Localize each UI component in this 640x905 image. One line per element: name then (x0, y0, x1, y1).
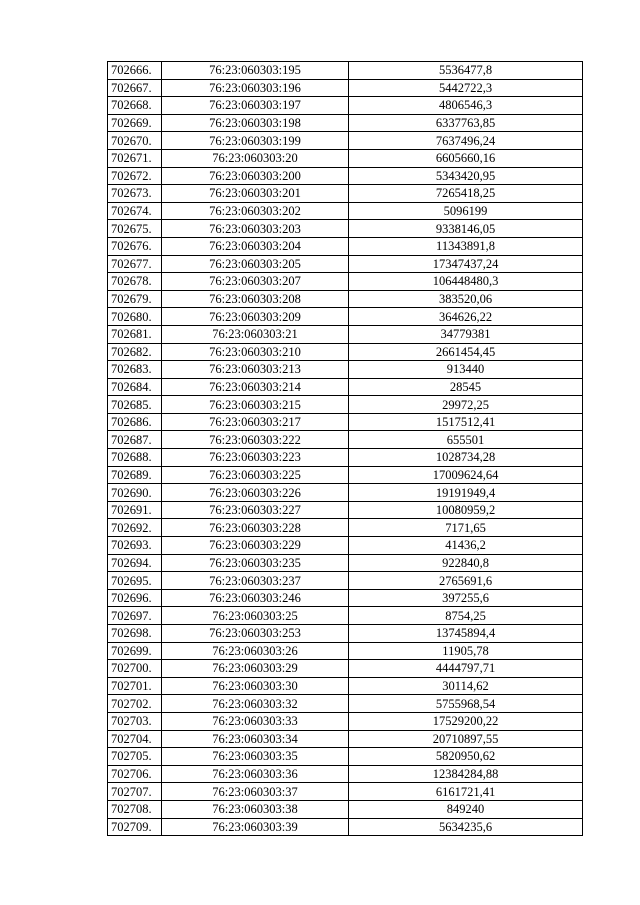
table-row (108, 466, 583, 484)
cadastral-number-cell: 76:23:060303:197 (162, 97, 349, 115)
row-number-cell: 702692. (108, 519, 162, 537)
table-row (108, 589, 583, 607)
cadastral-number-cell: 76:23:060303:30 (162, 677, 349, 695)
cadastral-value-cell: 5536477,8 (349, 62, 583, 80)
row-number-cell: 702673. (108, 185, 162, 203)
cadastral-value-cell: 8754,25 (349, 607, 583, 625)
row-number-cell: 702681. (108, 325, 162, 343)
cadastral-number-cell: 76:23:060303:36 (162, 765, 349, 783)
cadastral-value-cell: 849240 (349, 800, 583, 818)
cadastral-number-cell: 76:23:060303:29 (162, 660, 349, 678)
table-row (108, 607, 583, 625)
cadastral-value-cell: 106448480,3 (349, 273, 583, 291)
cadastral-value-cell: 913440 (349, 361, 583, 379)
row-number-cell: 702701. (108, 677, 162, 695)
cadastral-number-cell: 76:23:060303:39 (162, 818, 349, 836)
cadastral-number-cell: 76:23:060303:228 (162, 519, 349, 537)
row-number-cell: 702697. (108, 607, 162, 625)
table-row (108, 396, 583, 414)
cadastral-number-cell: 76:23:060303:210 (162, 343, 349, 361)
cadastral-number-cell: 76:23:060303:196 (162, 79, 349, 97)
cadastral-number-cell: 76:23:060303:21 (162, 325, 349, 343)
table-row (108, 572, 583, 590)
cadastral-number-cell: 76:23:060303:204 (162, 237, 349, 255)
row-number-cell: 702707. (108, 783, 162, 801)
row-number-cell: 702684. (108, 378, 162, 396)
row-number-cell: 702677. (108, 255, 162, 273)
cadastral-number-cell: 76:23:060303:214 (162, 378, 349, 396)
cadastral-number-cell: 76:23:060303:32 (162, 695, 349, 713)
table-row (108, 537, 583, 555)
table-row (108, 625, 583, 643)
row-number-cell: 702672. (108, 167, 162, 185)
table-row (108, 149, 583, 167)
cadastral-number-cell: 76:23:060303:200 (162, 167, 349, 185)
cadastral-value-cell: 7637496,24 (349, 132, 583, 150)
table-row (108, 431, 583, 449)
cadastral-number-cell: 76:23:060303:208 (162, 290, 349, 308)
cadastral-value-cell: 17009624,64 (349, 466, 583, 484)
cadastral-number-cell: 76:23:060303:235 (162, 554, 349, 572)
table-row (108, 712, 583, 730)
row-number-cell: 702708. (108, 800, 162, 818)
cadastral-value-cell: 655501 (349, 431, 583, 449)
cadastral-number-cell: 76:23:060303:226 (162, 484, 349, 502)
cadastral-value-cell: 2661454,45 (349, 343, 583, 361)
table-row (108, 114, 583, 132)
row-number-cell: 702689. (108, 466, 162, 484)
row-number-cell: 702698. (108, 625, 162, 643)
row-number-cell: 702695. (108, 572, 162, 590)
cadastral-number-cell: 76:23:060303:37 (162, 783, 349, 801)
cadastral-value-cell: 6605660,16 (349, 149, 583, 167)
row-number-cell: 702700. (108, 660, 162, 678)
row-number-cell: 702686. (108, 413, 162, 431)
table-row (108, 79, 583, 97)
cadastral-number-cell: 76:23:060303:217 (162, 413, 349, 431)
cadastral-value-cell: 12384284,88 (349, 765, 583, 783)
row-number-cell: 702682. (108, 343, 162, 361)
row-number-cell: 702675. (108, 220, 162, 238)
cadastral-number-cell: 76:23:060303:209 (162, 308, 349, 326)
cadastral-value-cell: 17347437,24 (349, 255, 583, 273)
cadastral-value-cell: 13745894,4 (349, 625, 583, 643)
cadastral-number-cell: 76:23:060303:253 (162, 625, 349, 643)
cadastral-value-cell: 5634235,6 (349, 818, 583, 836)
cadastral-value-cell: 17529200,22 (349, 712, 583, 730)
table-row (108, 695, 583, 713)
cadastral-value-cell: 1028734,28 (349, 449, 583, 467)
cadastral-number-cell: 76:23:060303:215 (162, 396, 349, 414)
table-row (108, 167, 583, 185)
row-number-cell: 702671. (108, 149, 162, 167)
cadastral-value-cell: 5096199 (349, 202, 583, 220)
row-number-cell: 702679. (108, 290, 162, 308)
row-number-cell: 702694. (108, 554, 162, 572)
row-number-cell: 702704. (108, 730, 162, 748)
cadastral-number-cell: 76:23:060303:203 (162, 220, 349, 238)
cadastral-number-cell: 76:23:060303:205 (162, 255, 349, 273)
cadastral-value-cell: 34779381 (349, 325, 583, 343)
row-number-cell: 702687. (108, 431, 162, 449)
table-row (108, 185, 583, 203)
cadastral-value-cell: 5343420,95 (349, 167, 583, 185)
cadastral-value-cell: 11343891,8 (349, 237, 583, 255)
cadastral-value-cell: 9338146,05 (349, 220, 583, 238)
table-row (108, 308, 583, 326)
table-row (108, 765, 583, 783)
cadastral-value-cell: 4444797,71 (349, 660, 583, 678)
cadastral-number-cell: 76:23:060303:195 (162, 62, 349, 80)
cadastral-value-cell: 2765691,6 (349, 572, 583, 590)
cadastral-value-cell: 20710897,55 (349, 730, 583, 748)
cadastral-number-cell: 76:23:060303:20 (162, 149, 349, 167)
cadastral-value-cell: 30114,62 (349, 677, 583, 695)
row-number-cell: 702696. (108, 589, 162, 607)
table-row (108, 132, 583, 150)
cadastral-number-cell: 76:23:060303:229 (162, 537, 349, 555)
table-row (108, 237, 583, 255)
table-row (108, 730, 583, 748)
row-number-cell: 702674. (108, 202, 162, 220)
table-row (108, 273, 583, 291)
cadastral-number-cell: 76:23:060303:38 (162, 800, 349, 818)
cadastral-number-cell: 76:23:060303:198 (162, 114, 349, 132)
cadastral-number-cell: 76:23:060303:222 (162, 431, 349, 449)
cadastral-number-cell: 76:23:060303:223 (162, 449, 349, 467)
table-row (108, 818, 583, 836)
cadastral-value-cell: 4806546,3 (349, 97, 583, 115)
cadastral-value-cell: 41436,2 (349, 537, 583, 555)
row-number-cell: 702702. (108, 695, 162, 713)
cadastral-value-cell: 7171,65 (349, 519, 583, 537)
table-row (108, 800, 583, 818)
cadastral-number-cell: 76:23:060303:35 (162, 748, 349, 766)
cadastral-value-cell: 5820950,62 (349, 748, 583, 766)
row-number-cell: 702705. (108, 748, 162, 766)
cadastral-value-cell: 383520,06 (349, 290, 583, 308)
table-row (108, 519, 583, 537)
cadastral-value-cell: 6337763,85 (349, 114, 583, 132)
table-row (108, 642, 583, 660)
cadastral-number-cell: 76:23:060303:33 (162, 712, 349, 730)
cadastral-value-cell: 7265418,25 (349, 185, 583, 203)
row-number-cell: 702706. (108, 765, 162, 783)
row-number-cell: 702690. (108, 484, 162, 502)
row-number-cell: 702699. (108, 642, 162, 660)
row-number-cell: 702676. (108, 237, 162, 255)
row-number-cell: 702669. (108, 114, 162, 132)
table-row (108, 325, 583, 343)
row-number-cell: 702688. (108, 449, 162, 467)
cadastral-value-cell: 28545 (349, 378, 583, 396)
table-row (108, 501, 583, 519)
table-row (108, 97, 583, 115)
cadastral-number-cell: 76:23:060303:202 (162, 202, 349, 220)
row-number-cell: 702670. (108, 132, 162, 150)
cadastral-value-cell: 922840,8 (349, 554, 583, 572)
cadastral-value-cell: 19191949,4 (349, 484, 583, 502)
cadastral-value-cell: 397255,6 (349, 589, 583, 607)
table-row (108, 660, 583, 678)
row-number-cell: 702683. (108, 361, 162, 379)
table-row (108, 677, 583, 695)
table-row (108, 255, 583, 273)
cadastral-value-cell: 5755968,54 (349, 695, 583, 713)
table-row (108, 220, 583, 238)
cadastral-number-cell: 76:23:060303:246 (162, 589, 349, 607)
cadastral-value-cell: 6161721,41 (349, 783, 583, 801)
cadastral-number-cell: 76:23:060303:227 (162, 501, 349, 519)
cadastral-value-table (107, 61, 583, 836)
table-row (108, 748, 583, 766)
row-number-cell: 702680. (108, 308, 162, 326)
row-number-cell: 702685. (108, 396, 162, 414)
table-row (108, 413, 583, 431)
row-number-cell: 702693. (108, 537, 162, 555)
table-row (108, 290, 583, 308)
row-number-cell: 702703. (108, 712, 162, 730)
cadastral-value-cell: 364626,22 (349, 308, 583, 326)
cadastral-value-cell: 5442722,3 (349, 79, 583, 97)
table-row (108, 62, 583, 80)
table-row (108, 378, 583, 396)
cadastral-value-cell: 10080959,2 (349, 501, 583, 519)
cadastral-number-cell: 76:23:060303:26 (162, 642, 349, 660)
table-row (108, 554, 583, 572)
table-row (108, 343, 583, 361)
cadastral-number-cell: 76:23:060303:25 (162, 607, 349, 625)
cadastral-number-cell: 76:23:060303:237 (162, 572, 349, 590)
cadastral-value-cell: 11905,78 (349, 642, 583, 660)
cadastral-number-cell: 76:23:060303:213 (162, 361, 349, 379)
cadastral-number-cell: 76:23:060303:225 (162, 466, 349, 484)
cadastral-value-cell: 29972,25 (349, 396, 583, 414)
row-number-cell: 702668. (108, 97, 162, 115)
cadastral-value-cell: 1517512,41 (349, 413, 583, 431)
table-row (108, 449, 583, 467)
table-row (108, 202, 583, 220)
row-number-cell: 702666. (108, 62, 162, 80)
table-row (108, 361, 583, 379)
cadastral-number-cell: 76:23:060303:201 (162, 185, 349, 203)
row-number-cell: 702667. (108, 79, 162, 97)
table-row (108, 783, 583, 801)
cadastral-number-cell: 76:23:060303:199 (162, 132, 349, 150)
table-row (108, 484, 583, 502)
row-number-cell: 702691. (108, 501, 162, 519)
cadastral-number-cell: 76:23:060303:34 (162, 730, 349, 748)
row-number-cell: 702709. (108, 818, 162, 836)
table-body (108, 62, 583, 836)
cadastral-number-cell: 76:23:060303:207 (162, 273, 349, 291)
row-number-cell: 702678. (108, 273, 162, 291)
